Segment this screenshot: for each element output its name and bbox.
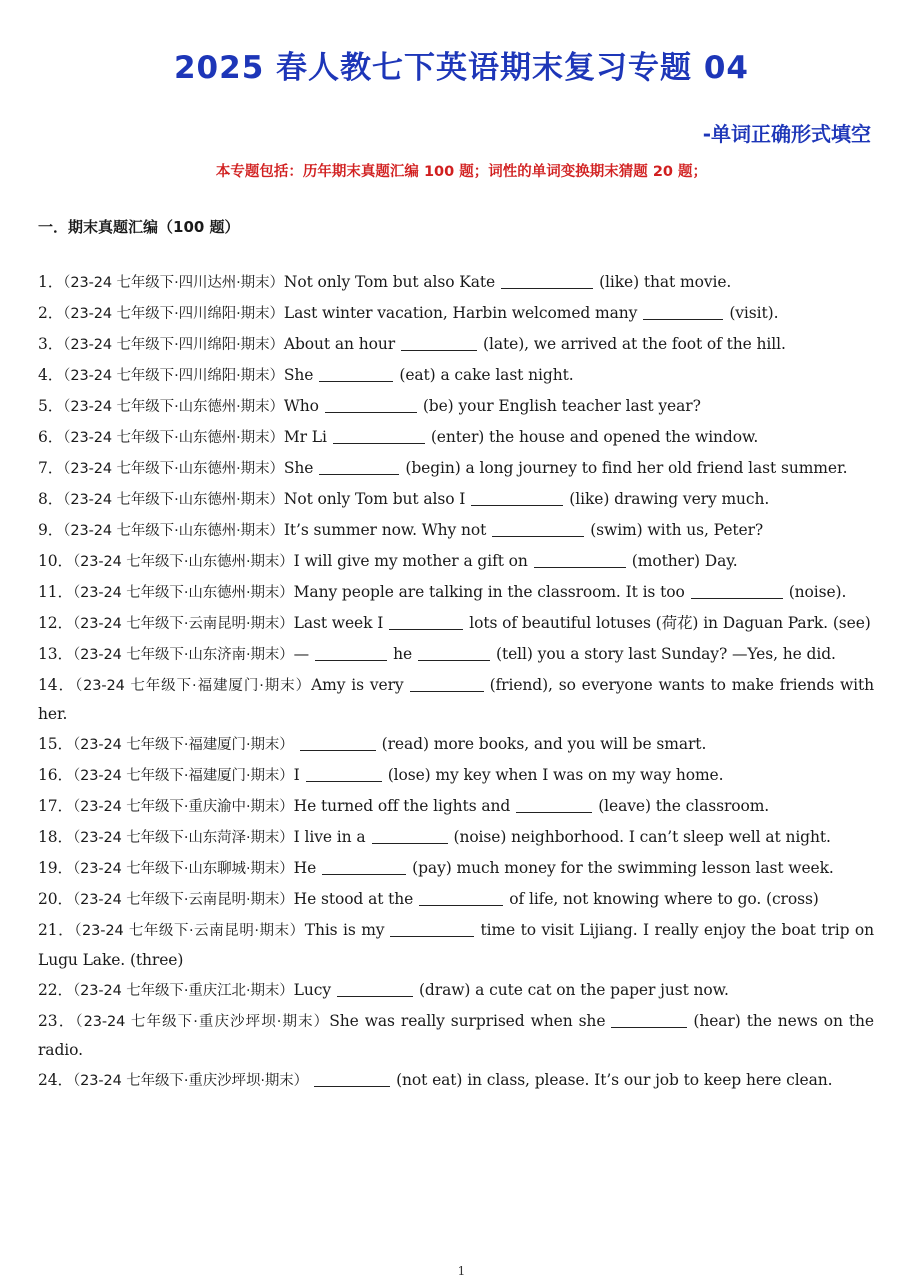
question-text: (tell) you a story last Sunday? —Yes, he did. [496,644,836,663]
question-item [38,1066,874,1096]
question-text: About an hour [283,334,396,353]
question-item [38,268,874,298]
question-text: (visit). [729,303,779,322]
question-text: (late), we arrived at the foot of the hill. [483,334,786,353]
answer-blank[interactable] [314,1070,390,1087]
question-text: (like) that movie. [599,273,732,291]
question-text: (swim) with us, Peter? [590,520,764,539]
question-item [38,361,874,391]
document-subtitle: -单词正确形式填空 [702,122,871,146]
question-text: (begin) a long journey to find her old friend last summer. [405,458,848,477]
question-source: （23-24 七年级下·山东聊城·期末） [72,861,294,878]
question-source: （23-24 七年级下·四川绵阳·期末） [63,336,284,353]
question-number: 21． [38,921,75,940]
question-number: 4． [38,365,64,384]
question-number: 5． [38,396,64,415]
question-text: (noise) neighborhood. I can’t sleep well at night. [453,828,831,847]
question-item [38,1007,874,1065]
question-text: I will give my mother a gift on [293,551,528,570]
question-text: (friend), so everyone wants to make friends with her. [38,675,874,724]
question-text: She was really surprised when she [329,1011,606,1030]
question-text: Last winter vacation, Harbin welcomed many [283,303,638,322]
question-item [38,761,874,791]
question-item [38,485,874,515]
question-text: (enter) the house and opened the window. [430,427,759,446]
question-text: She [283,458,314,477]
question-text: She [283,365,314,384]
question-text: (pay) much money for the swimming lesson last week. [412,859,834,878]
question-number: 11． [38,582,73,601]
question-source: （23-24 七年级下·山东德州·期末） [72,553,294,570]
question-text: Mr Li [283,427,327,446]
question-text: (leave) the classroom. [598,797,770,816]
question-text: (mother) Day. [631,551,738,570]
answer-blank[interactable] [691,582,783,599]
question-text: Many people are talking in the classroom. It is too [293,582,685,601]
answer-blank[interactable] [390,920,474,937]
question-number: 8． [38,489,64,508]
question-source: （23-24 七年级下·重庆沙坪坝·期末） [75,1013,330,1030]
question-source: （23-24 七年级下·四川绵阳·期末） [63,305,284,322]
answer-blank[interactable] [471,489,563,506]
question-number: 18． [38,828,73,847]
question-number: 10． [38,551,73,570]
question-item [38,330,874,360]
question-text: (like) drawing very much. [569,489,770,508]
question-text: Who [283,396,319,415]
question-number: 20． [38,890,73,909]
question-item [38,976,874,1006]
question-source: （23-24 七年级下·山东德州·期末） [63,522,284,539]
question-number: 13． [38,644,73,663]
question-text: He stood at the [293,890,414,909]
question-source: （23-24 七年级下·重庆江北·期末） [72,982,294,999]
question-source: （23-24 七年级下·山东德州·期末） [63,429,284,446]
question-number: 6． [38,427,64,446]
question-text: Not only Tom but also I [283,489,466,508]
question-number: 17． [38,797,73,816]
question-number: 1． [38,273,64,291]
question-text: He turned off the lights and [293,797,511,816]
question-text: of life, not knowing where to go. (cross) [509,890,819,909]
question-item [38,454,874,484]
question-item [38,547,874,577]
answer-blank[interactable] [300,734,376,751]
question-number: 9． [38,520,64,539]
question-number: 19． [38,859,73,878]
page-number: 1 [457,1264,466,1278]
answer-blank[interactable] [333,427,425,444]
question-source: （23-24 七年级下·福建厦门·期末） [72,768,294,785]
question-source: （23-24 七年级下·重庆沙坪坝·期末） [72,1073,309,1090]
question-text: (read) more books, and you will be smart. [381,735,707,754]
question-text: He [293,859,317,878]
question-number: 16． [38,766,73,785]
answer-blank[interactable] [315,644,387,661]
question-source: （23-24 七年级下·云南昆明·期末） [72,615,294,632]
answer-blank[interactable] [306,765,382,782]
question-text: Amy is very [311,675,404,694]
answer-blank[interactable] [401,334,477,351]
question-text: Not only Tom but also Kate [283,273,496,291]
question-text: time to visit Lijiang. I really enjoy the boat trip on Lugu Lake. (three) [38,921,875,969]
question-text: he [393,644,413,663]
question-item [38,516,874,546]
question-text: This is my [304,921,385,940]
answer-blank[interactable] [389,613,463,630]
question-item [38,423,874,453]
answer-blank[interactable] [516,796,592,813]
answer-blank[interactable] [418,644,490,661]
question-source: （23-24 七年级下·福建厦门·期末） [72,737,294,754]
question-item [38,392,874,422]
question-item [38,916,874,974]
question-source: （23-24 七年级下·山东德州·期末） [72,584,294,601]
answer-blank[interactable] [492,520,584,537]
question-source: （23-24 七年级下·四川达州·期末） [63,275,284,291]
question-number: 15． [38,735,73,754]
document-title: 2025 春人教七下英语期末复习专题 04 [173,50,749,86]
question-text: (eat) a cake last night. [399,365,574,384]
question-source: （23-24 七年级下·重庆渝中·期末） [72,799,294,816]
question-number: 24． [38,1071,73,1090]
question-item [38,792,874,822]
question-text: (be) your English teacher last year? [422,396,701,415]
question-item [38,823,874,853]
question-text: I [293,766,300,785]
question-text: (not eat) in class, please. It’s our job to keep here clean. [396,1071,833,1090]
question-text: (lose) my key when I was on my way home. [387,766,724,785]
question-source: （23-24 七年级下·云南昆明·期末） [72,892,294,909]
answer-blank[interactable] [643,303,723,320]
question-item [38,578,874,608]
question-number: 22． [38,980,73,999]
question-text: (draw) a cute cat on the paper just now. [418,980,729,999]
question-item [38,885,874,915]
question-source: （23-24 七年级下·山东济南·期末） [72,646,294,663]
question-number: 3． [38,334,64,353]
question-number: 12． [38,613,73,632]
answer-blank[interactable] [501,272,593,289]
question-text: Last week I [293,613,384,632]
question-number: 7． [38,458,64,477]
question-text: I live in a [293,828,366,847]
question-text: (hear) the news on the radio. [38,1011,874,1060]
answer-blank[interactable] [611,1011,687,1028]
question-text: — [293,644,310,663]
question-source: （23-24 七年级下·四川绵阳·期末） [63,367,284,384]
scope-note: 本专题包括：历年期末真题汇编 100 题；词性的单词变换期末猜题 20 题； [215,164,708,180]
question-source: （23-24 七年级下·山东菏泽·期末） [72,830,294,847]
answer-blank[interactable] [410,675,484,692]
question-item [38,299,874,329]
question-text: It’s summer now. Why not [283,520,487,539]
answer-blank[interactable] [319,365,393,382]
question-text: (noise). [788,582,847,601]
answer-blank[interactable] [319,458,399,475]
answer-blank[interactable] [419,889,503,906]
question-number: 23． [38,1011,76,1030]
answer-blank[interactable] [534,551,626,568]
question-number: 2． [38,303,64,322]
answer-blank[interactable] [322,858,406,875]
question-source: （23-24 七年级下·云南昆明·期末） [74,923,305,940]
question-item [38,609,874,639]
question-item [38,671,874,729]
question-number: 14． [38,675,75,694]
question-source: （23-24 七年级下·山东德州·期末） [63,460,284,477]
question-item [38,640,874,670]
question-text: Lucy [293,980,331,999]
question-list [38,268,874,1097]
question-source: （23-24 七年级下·山东德州·期末） [63,491,284,508]
question-item [38,730,874,760]
question-text: lots of beautiful lotuses (荷花) in Daguan Park. (see) [469,613,871,632]
question-source: （23-24 七年级下·山东德州·期末） [63,398,284,415]
question-item [38,854,874,884]
answer-blank[interactable] [372,827,448,844]
answer-blank[interactable] [337,980,413,997]
question-source: （23-24 七年级下·福建厦门·期末） [74,677,312,694]
section-heading: 一．期末真题汇编（100 题） [38,218,240,236]
answer-blank[interactable] [325,396,417,413]
